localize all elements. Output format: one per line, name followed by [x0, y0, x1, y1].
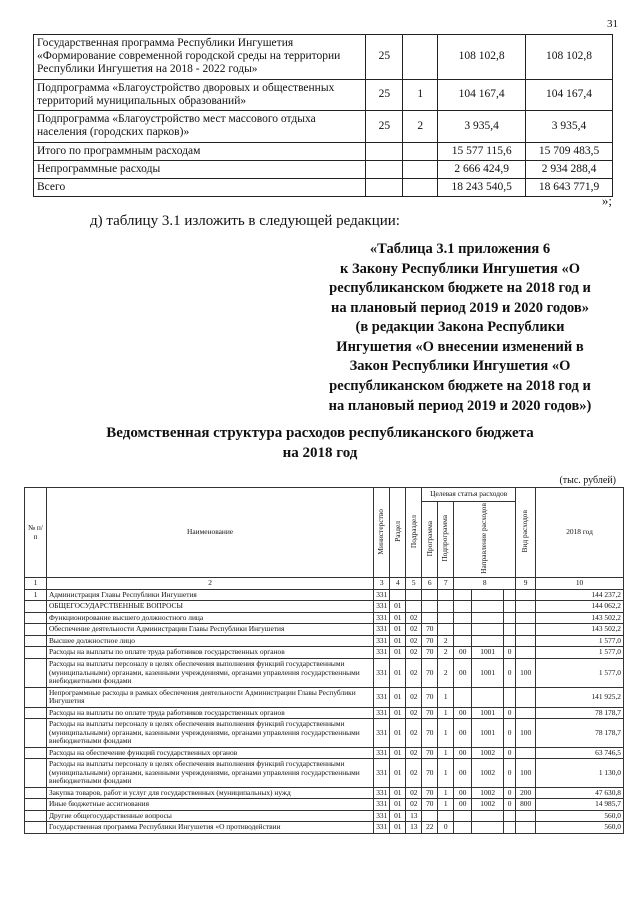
row-program: 70 [422, 787, 438, 799]
summary-value-2019: 3 935,4 [526, 111, 613, 142]
row-expense-type [516, 624, 536, 636]
row-direction-part2: 1002 [472, 747, 504, 759]
row-name: Непрограммные расходы в рамках обеспечения деятельности Администрации Главы Республики Ингушетия [46, 687, 373, 707]
row-direction-part2 [472, 624, 504, 636]
summary-row [34, 79, 613, 110]
row-direction-part2: 1001 [472, 658, 504, 687]
row-expense-type: 800 [516, 799, 536, 811]
row-amount: 143 502,2 [536, 624, 624, 636]
row-name: Другие общегосударственные вопросы [46, 810, 373, 822]
summary-row [34, 142, 613, 160]
header-direction-label: Направление расходов [479, 503, 489, 574]
row-amount: 1 130,0 [536, 759, 624, 788]
summary-value-2019: 18 643 771,9 [526, 178, 613, 196]
row-program: 70 [422, 719, 438, 748]
row-subsection: 02 [406, 612, 422, 624]
row-name: Расходы на выплаты персоналу в целях обеспечения выполнения функций государственными (муниципальными) органами, казенными учреждениями, органами управления государственными внебюджетными фондами [46, 658, 373, 687]
row-amount: 141 925,2 [536, 687, 624, 707]
summary-program-code [366, 160, 403, 178]
summary-value-2018: 104 167,4 [438, 79, 526, 110]
summary-subprogram-code: 1 [403, 79, 438, 110]
row-direction-part1 [454, 624, 472, 636]
row-subprogram: 1 [438, 687, 454, 707]
row-program: 70 [422, 658, 438, 687]
summary-row [34, 178, 613, 196]
row-name: Иные бюджетные ассигнования [46, 799, 373, 811]
row-number [25, 759, 47, 788]
row-direction-part1: 00 [454, 799, 472, 811]
row-direction-part3: 0 [504, 707, 516, 719]
row-direction-part3: 0 [504, 658, 516, 687]
row-subsection: 13 [406, 810, 422, 822]
summary-row [34, 160, 613, 178]
row-ministry: 331 [374, 612, 390, 624]
summary-program-code [366, 178, 403, 196]
row-direction-part1 [454, 810, 472, 822]
summary-program-code: 25 [366, 35, 403, 80]
row-name: Обеспечение деятельности Администрации Главы Республики Ингушетия [46, 624, 373, 636]
row-section: 01 [390, 647, 406, 659]
row-program: 70 [422, 759, 438, 788]
column-index-row [25, 578, 624, 590]
summary-value-2018: 3 935,4 [438, 111, 526, 142]
row-ministry: 331 [374, 759, 390, 788]
row-direction-part1 [454, 601, 472, 613]
row-direction-part3: 0 [504, 787, 516, 799]
summary-name: Подпрограмма «Благоустройство мест массового отдыха населения (городских парков)» [34, 111, 366, 142]
row-name: Расходы на выплаты персоналу в целях обеспечения выполнения функций государственными (муниципальными) органами, казенными учреждениями, органами управления государственными внебюджетными фондами [46, 719, 373, 748]
row-direction-part3 [504, 589, 516, 601]
row-subsection: 02 [406, 747, 422, 759]
row-program: 70 [422, 624, 438, 636]
summary-row [34, 35, 613, 80]
column-index: 3 [374, 578, 390, 590]
row-expense-type: 100 [516, 658, 536, 687]
row-program: 22 [422, 822, 438, 834]
row-number [25, 635, 47, 647]
header-line: (в редакции Закона Республики [355, 319, 565, 336]
row-subprogram: 2 [438, 647, 454, 659]
header-num: № п/п [25, 488, 47, 578]
row-subprogram [438, 810, 454, 822]
departmental-expenses-table [24, 487, 624, 834]
row-ministry: 331 [374, 707, 390, 719]
title-line: Ведомственная структура расходов республиканского бюджета [106, 425, 534, 441]
table-row [25, 612, 624, 624]
row-direction-part1: 00 [454, 747, 472, 759]
header-year: 2018 год [536, 488, 624, 578]
row-section: 01 [390, 601, 406, 613]
row-direction-part2 [472, 635, 504, 647]
table-row [25, 719, 624, 748]
row-expense-type [516, 589, 536, 601]
row-subsection: 02 [406, 647, 422, 659]
row-amount: 14 985,7 [536, 799, 624, 811]
summary-value-2019: 15 709 483,5 [526, 142, 613, 160]
summary-subprogram-code: 2 [403, 111, 438, 142]
document-title [60, 423, 580, 464]
row-program: 70 [422, 799, 438, 811]
column-index: 9 [516, 578, 536, 590]
summary-subprogram-code [403, 178, 438, 196]
row-number [25, 810, 47, 822]
row-direction-part2 [472, 810, 504, 822]
row-direction-part1 [454, 589, 472, 601]
row-direction-part3 [504, 810, 516, 822]
header-expense-type-label: Вид расходов [520, 510, 530, 553]
row-direction-part1: 00 [454, 707, 472, 719]
row-expense-type [516, 647, 536, 659]
row-ministry: 331 [374, 719, 390, 748]
summary-row [34, 111, 613, 142]
row-ministry: 331 [374, 624, 390, 636]
header-subprogram-label: Подпрограмма [440, 515, 450, 562]
row-subprogram: 2 [438, 635, 454, 647]
row-direction-part2: 1001 [472, 647, 504, 659]
row-program [422, 612, 438, 624]
row-section: 01 [390, 719, 406, 748]
row-name: Функционирование высшего должностного лица [46, 612, 373, 624]
row-section: 01 [390, 759, 406, 788]
row-ministry: 331 [374, 687, 390, 707]
row-name: Высшее должностное лицо [46, 635, 373, 647]
row-number [25, 799, 47, 811]
row-direction-part3 [504, 822, 516, 834]
row-subsection: 02 [406, 759, 422, 788]
summary-value-2018: 18 243 540,5 [438, 178, 526, 196]
row-amount: 63 746,5 [536, 747, 624, 759]
row-expense-type: 200 [516, 787, 536, 799]
row-subprogram [438, 612, 454, 624]
row-subsection: 02 [406, 719, 422, 748]
summary-value-2019: 2 934 288,4 [526, 160, 613, 178]
summary-subprogram-code [403, 35, 438, 80]
unit-note: (тыс. рублей) [559, 475, 616, 486]
row-subprogram: 2 [438, 658, 454, 687]
row-ministry: 331 [374, 647, 390, 659]
row-subsection: 02 [406, 687, 422, 707]
column-index: 8 [454, 578, 516, 590]
row-direction-part2 [472, 687, 504, 707]
row-direction-part3 [504, 601, 516, 613]
header-expense-type [516, 488, 536, 578]
row-subprogram: 1 [438, 759, 454, 788]
row-program: 70 [422, 707, 438, 719]
row-program: 70 [422, 747, 438, 759]
row-name: Расходы на выплаты по оплате труда работников государственных органов [46, 707, 373, 719]
table-row [25, 799, 624, 811]
row-expense-type [516, 707, 536, 719]
row-subprogram [438, 589, 454, 601]
column-index: 6 [422, 578, 438, 590]
row-direction-part1: 00 [454, 647, 472, 659]
header-line: республиканском бюджете на 2018 год и [329, 377, 591, 394]
row-number [25, 787, 47, 799]
row-section: 01 [390, 612, 406, 624]
row-direction-part3: 0 [504, 759, 516, 788]
summary-value-2018: 15 577 115,6 [438, 142, 526, 160]
summary-subprogram-code [403, 160, 438, 178]
column-index: 4 [390, 578, 406, 590]
header-line: «Таблица 3.1 приложения 6 [369, 241, 551, 257]
row-name: Расходы на обеспечение функций государственных органов [46, 747, 373, 759]
closing-quote-mark: »; [601, 193, 612, 208]
row-direction-part1 [454, 612, 472, 624]
header-direction [454, 502, 516, 578]
table-row [25, 624, 624, 636]
title-line: на 2018 год [282, 445, 358, 462]
row-expense-type [516, 635, 536, 647]
summary-program-code: 25 [366, 79, 403, 110]
row-direction-part3 [504, 687, 516, 707]
row-program: 70 [422, 635, 438, 647]
table-attachment-header [300, 240, 620, 416]
row-subsection: 02 [406, 658, 422, 687]
row-direction-part1 [454, 822, 472, 834]
row-direction-part3 [504, 635, 516, 647]
header-subprogram [438, 502, 454, 578]
summary-value-2019: 108 102,8 [526, 35, 613, 80]
summary-name: Государственная программа Республики Ингушетия «Формирование современной городской среды на территории Республики Ингушетия на 2018 - 2022 годы» [34, 35, 366, 80]
row-section: 01 [390, 747, 406, 759]
table-row [25, 759, 624, 788]
row-amount: 78 178,7 [536, 719, 624, 748]
summary-program-code: 25 [366, 111, 403, 142]
table-row [25, 822, 624, 834]
row-direction-part3: 0 [504, 747, 516, 759]
row-name: Расходы на выплаты по оплате труда работников государственных органов [46, 647, 373, 659]
row-direction-part3: 0 [504, 799, 516, 811]
summary-value-2019: 104 167,4 [526, 79, 613, 110]
row-direction-part1 [454, 635, 472, 647]
row-amount: 144 237,2 [536, 589, 624, 601]
row-number [25, 707, 47, 719]
row-ministry: 331 [374, 787, 390, 799]
table-row [25, 707, 624, 719]
row-ministry: 331 [374, 589, 390, 601]
row-subsection: 02 [406, 787, 422, 799]
table-row [25, 589, 624, 601]
row-amount: 1 577,0 [536, 647, 624, 659]
summary-program-code [366, 142, 403, 160]
table-row [25, 787, 624, 799]
summary-name: Всего [34, 178, 366, 196]
row-amount: 47 630,8 [536, 787, 624, 799]
row-subprogram [438, 624, 454, 636]
table-row [25, 658, 624, 687]
header-line: к Закону Республики Ингушетия «О [340, 260, 580, 277]
column-index: 10 [536, 578, 624, 590]
row-section: 01 [390, 635, 406, 647]
table-row [25, 747, 624, 759]
row-subsection: 02 [406, 707, 422, 719]
row-ministry: 331 [374, 658, 390, 687]
table-row [25, 601, 624, 613]
row-direction-part3 [504, 624, 516, 636]
row-subsection: 02 [406, 635, 422, 647]
row-subsection: 02 [406, 624, 422, 636]
row-section: 01 [390, 707, 406, 719]
row-direction-part2: 1002 [472, 799, 504, 811]
row-subprogram [438, 601, 454, 613]
row-section: 01 [390, 658, 406, 687]
summary-subprogram-code [403, 142, 438, 160]
table-row [25, 635, 624, 647]
row-subprogram: 1 [438, 719, 454, 748]
row-program [422, 601, 438, 613]
column-index: 2 [46, 578, 373, 590]
header-line: на плановый период 2019 и 2020 годов» [331, 299, 589, 316]
row-program [422, 589, 438, 601]
row-subprogram: 1 [438, 707, 454, 719]
row-direction-part3 [504, 612, 516, 624]
page-number: 31 [607, 18, 618, 30]
row-number [25, 719, 47, 748]
header-subsection [406, 488, 422, 578]
header-ministry [374, 488, 390, 578]
row-direction-part2 [472, 612, 504, 624]
column-index: 7 [438, 578, 454, 590]
row-ministry: 331 [374, 635, 390, 647]
row-number [25, 612, 47, 624]
row-direction-part2: 1002 [472, 787, 504, 799]
summary-name: Подпрограмма «Благоустройство дворовых и общественных территорий муниципальных образований» [34, 79, 366, 110]
row-direction-part1: 00 [454, 787, 472, 799]
row-direction-part1: 00 [454, 759, 472, 788]
row-direction-part2: 1001 [472, 707, 504, 719]
row-number [25, 687, 47, 707]
table-row [25, 647, 624, 659]
row-subprogram: 1 [438, 747, 454, 759]
row-number [25, 747, 47, 759]
header-ministry-label: Министерство [376, 508, 386, 555]
row-name: Государственная программа Республики Ингушетия «О противодействии [46, 822, 373, 834]
row-program: 70 [422, 647, 438, 659]
row-direction-part2 [472, 589, 504, 601]
header-section [390, 488, 406, 578]
row-direction-part2: 1002 [472, 759, 504, 788]
row-number [25, 822, 47, 834]
row-subprogram: 1 [438, 799, 454, 811]
header-name: Наименование [46, 488, 373, 578]
column-index: 5 [406, 578, 422, 590]
row-program: 70 [422, 687, 438, 707]
row-amount: 1 577,0 [536, 658, 624, 687]
row-direction-part2 [472, 601, 504, 613]
row-section: 01 [390, 687, 406, 707]
summary-name: Непрограммные расходы [34, 160, 366, 178]
row-section: 01 [390, 810, 406, 822]
row-expense-type [516, 612, 536, 624]
column-index: 1 [25, 578, 47, 590]
header-program [422, 502, 438, 578]
header-subsection-label: Подраздел [408, 514, 418, 548]
summary-name: Итого по программным расходам [34, 142, 366, 160]
row-ministry: 331 [374, 810, 390, 822]
header-line: республиканском бюджете на 2018 год и [329, 280, 591, 297]
row-amount: 560,0 [536, 822, 624, 834]
row-section: 01 [390, 624, 406, 636]
row-subsection [406, 601, 422, 613]
row-number [25, 658, 47, 687]
row-section: 01 [390, 822, 406, 834]
row-number [25, 601, 47, 613]
row-section: 01 [390, 787, 406, 799]
row-direction-part2: 1001 [472, 719, 504, 748]
row-number: 1 [25, 589, 47, 601]
row-section [390, 589, 406, 601]
row-expense-type [516, 687, 536, 707]
header-line: на плановый период 2019 и 2020 годов») [328, 397, 592, 414]
row-amount: 560,0 [536, 810, 624, 822]
row-number [25, 647, 47, 659]
row-amount: 78 178,7 [536, 707, 624, 719]
row-name: Закупка товаров, работ и услуг для государственных (муниципальных) нужд [46, 787, 373, 799]
row-amount: 1 577,0 [536, 635, 624, 647]
summary-value-2018: 108 102,8 [438, 35, 526, 80]
header-line: Ингушетия «О внесении изменений в [336, 338, 584, 355]
row-ministry: 331 [374, 601, 390, 613]
row-ministry: 331 [374, 822, 390, 834]
row-direction-part1: 00 [454, 658, 472, 687]
summary-value-2018: 2 666 424,9 [438, 160, 526, 178]
row-expense-type [516, 747, 536, 759]
row-direction-part3: 0 [504, 647, 516, 659]
row-ministry: 331 [374, 799, 390, 811]
row-expense-type [516, 601, 536, 613]
table-row [25, 687, 624, 707]
row-direction-part1 [454, 687, 472, 707]
header-section-label: Раздел [392, 520, 402, 542]
row-name: ОБЩЕГОСУДАРСТВЕННЫЕ ВОПРОСЫ [46, 601, 373, 613]
row-subprogram: 1 [438, 787, 454, 799]
row-direction-part2 [472, 822, 504, 834]
row-number [25, 624, 47, 636]
header-line: Закон Республики Ингушетия «О [349, 358, 571, 375]
row-subsection [406, 589, 422, 601]
row-expense-type [516, 822, 536, 834]
row-direction-part3: 0 [504, 719, 516, 748]
program-summary-table [33, 34, 613, 197]
row-amount: 144 062,2 [536, 601, 624, 613]
row-direction-part1: 00 [454, 719, 472, 748]
row-expense-type [516, 810, 536, 822]
row-ministry: 331 [374, 747, 390, 759]
table-row [25, 810, 624, 822]
amendment-instruction: д) таблицу 3.1 изложить в следующей редакции: [90, 213, 400, 229]
row-subsection: 02 [406, 799, 422, 811]
header-target-article: Целевая статья расходов [422, 488, 516, 502]
row-expense-type: 100 [516, 759, 536, 788]
row-subprogram: 0 [438, 822, 454, 834]
row-subsection: 13 [406, 822, 422, 834]
row-name: Расходы на выплаты персоналу в целях обеспечения выполнения функций государственными (муниципальными) органами, казенными учреждениями, органами управления государственными внебюджетными фондами [46, 759, 373, 788]
row-section: 01 [390, 799, 406, 811]
row-amount: 143 502,2 [536, 612, 624, 624]
row-name: Администрация Главы Республики Ингушетия [46, 589, 373, 601]
header-program-label: Программа [424, 520, 434, 557]
row-expense-type: 100 [516, 719, 536, 748]
row-program [422, 810, 438, 822]
